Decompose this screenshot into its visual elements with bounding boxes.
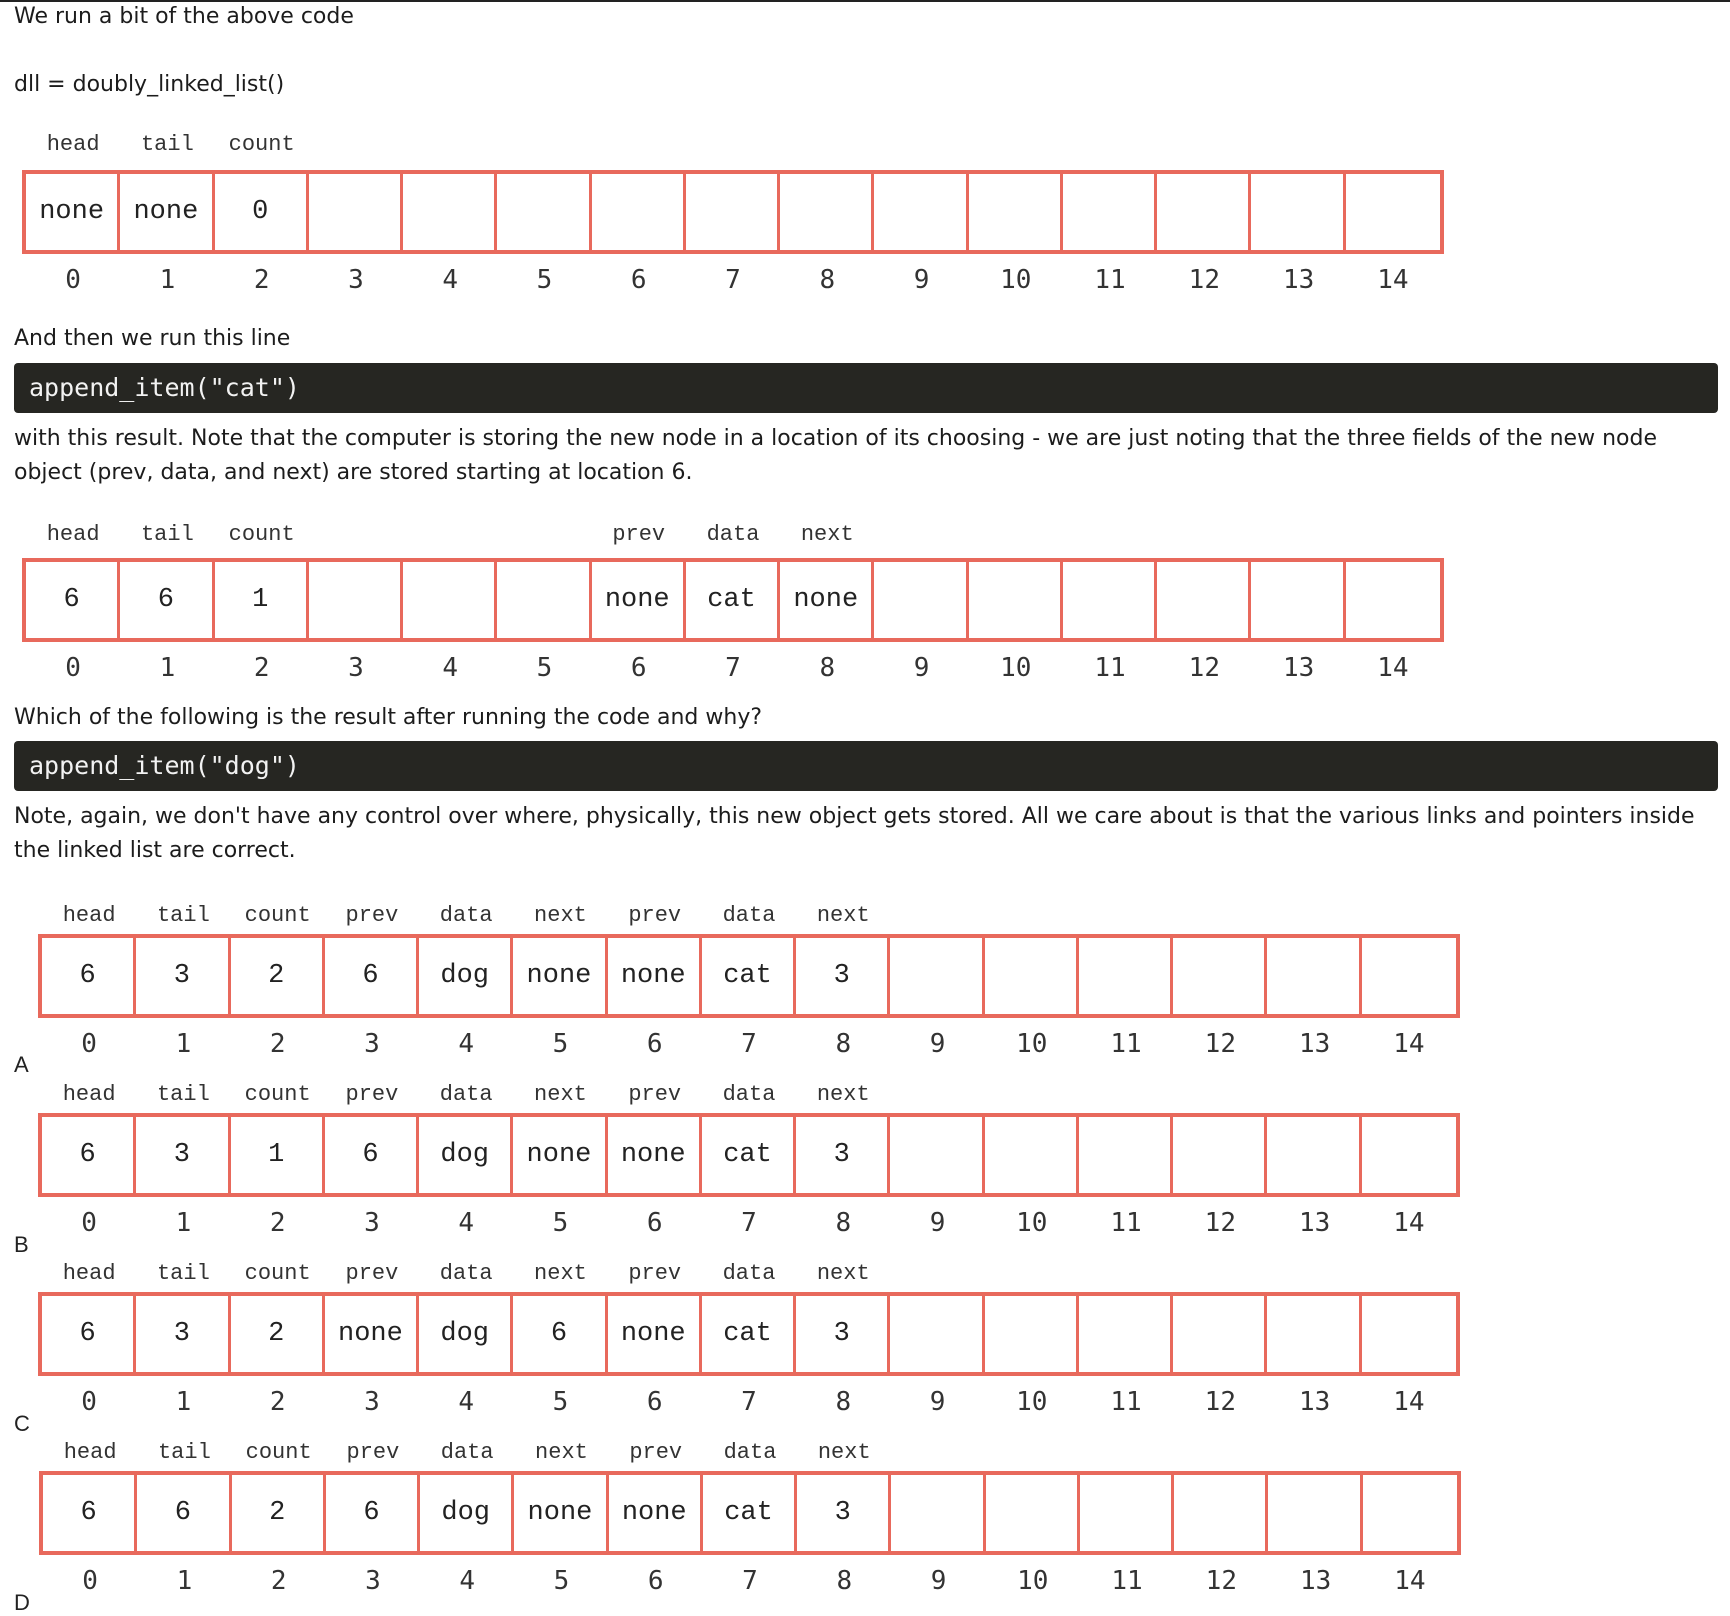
memory-cell bbox=[985, 938, 1079, 1014]
memory-row bbox=[38, 1113, 1460, 1197]
memory-index: 9 bbox=[930, 1566, 947, 1596]
cat-result-text: with this result. Note that the computer is storing the new node in a location of its choosing - we are just noting that the three fields of the new node object (prev, data, and next) are stored starting at location 6. bbox=[14, 426, 1657, 485]
memory-index: 10 bbox=[1017, 1566, 1049, 1596]
field-header: data bbox=[440, 1440, 494, 1465]
memory-index: 6 bbox=[630, 653, 647, 683]
memory-index: 2 bbox=[269, 1029, 286, 1059]
memory-cell: none bbox=[120, 174, 214, 250]
option-label[interactable]: D bbox=[14, 1590, 30, 1615]
memory-index: 2 bbox=[269, 1208, 286, 1238]
memory-index: 5 bbox=[536, 653, 553, 683]
memory-index: 2 bbox=[253, 653, 270, 683]
field-header: prev bbox=[345, 1082, 399, 1107]
memory-row bbox=[22, 558, 1444, 642]
memory-cell bbox=[1173, 1296, 1267, 1372]
memory-index: 4 bbox=[442, 265, 459, 295]
memory-index: 3 bbox=[348, 653, 364, 683]
note-text: Note, again, we don't have any control over where, physically, this new object gets stored. All we care about is that the various links and pointers inside the linked list are correct. bbox=[14, 804, 1695, 863]
field-header: next bbox=[535, 1440, 588, 1465]
memory-index: 14 bbox=[1377, 653, 1409, 683]
field-header: data bbox=[722, 1261, 776, 1286]
memory-index: 1 bbox=[175, 1029, 192, 1059]
memory-cell bbox=[1346, 562, 1440, 638]
memory-index: 4 bbox=[442, 653, 459, 683]
memory-index: 5 bbox=[553, 1566, 570, 1596]
memory-cell bbox=[891, 1475, 985, 1551]
memory-index: 4 bbox=[458, 1029, 475, 1059]
memory-index: 10 bbox=[1016, 1208, 1048, 1238]
option-label[interactable]: B bbox=[14, 1232, 29, 1257]
memory-index: 4 bbox=[459, 1566, 476, 1596]
field-header: next bbox=[534, 1261, 587, 1286]
memory-cell bbox=[1267, 1296, 1361, 1372]
memory-cell bbox=[1346, 174, 1440, 250]
memory-cell bbox=[403, 174, 497, 250]
field-header: next bbox=[816, 1261, 870, 1286]
memory-cell: dog bbox=[420, 1475, 514, 1551]
memory-cell bbox=[969, 174, 1063, 250]
memory-cell bbox=[497, 174, 591, 250]
memory-index: 7 bbox=[742, 1566, 758, 1596]
field-header: next bbox=[817, 1440, 871, 1465]
memory-cell: none bbox=[513, 938, 607, 1014]
memory-cell: none bbox=[325, 1296, 419, 1372]
field-header: tail bbox=[156, 1082, 210, 1107]
memory-index: 7 bbox=[741, 1208, 757, 1238]
memory-index: 13 bbox=[1282, 653, 1315, 683]
memory-index: 2 bbox=[253, 265, 270, 295]
memory-cell: none bbox=[780, 562, 874, 638]
memory-index: 11 bbox=[1111, 1566, 1143, 1596]
field-header: prev bbox=[612, 522, 666, 547]
memory-index: 1 bbox=[176, 1566, 193, 1596]
memory-index: 11 bbox=[1110, 1387, 1142, 1417]
memory-index: 8 bbox=[835, 1029, 852, 1059]
memory-cell: 1 bbox=[215, 562, 309, 638]
memory-cell: 2 bbox=[232, 1475, 326, 1551]
field-header: data bbox=[439, 903, 493, 928]
memory-index: 14 bbox=[1394, 1566, 1426, 1596]
memory-index: 0 bbox=[81, 1208, 97, 1238]
memory-index: 9 bbox=[929, 1029, 946, 1059]
field-header: prev bbox=[629, 1440, 683, 1465]
then-run-text: And then we run this line bbox=[14, 326, 291, 351]
memory-index: 5 bbox=[552, 1029, 569, 1059]
memory-cell bbox=[1157, 174, 1251, 250]
memory-row bbox=[22, 170, 1444, 254]
memory-index: 13 bbox=[1298, 1387, 1331, 1417]
memory-cell: 0 bbox=[215, 174, 309, 250]
field-header: prev bbox=[628, 903, 682, 928]
memory-cell bbox=[1251, 562, 1345, 638]
memory-cell: cat bbox=[702, 1296, 796, 1372]
memory-index: 12 bbox=[1188, 265, 1220, 295]
field-header: head bbox=[46, 522, 100, 547]
memory-cell: 6 bbox=[43, 1475, 137, 1551]
memory-cell: 6 bbox=[42, 938, 136, 1014]
field-header: data bbox=[722, 1082, 776, 1107]
memory-index: 9 bbox=[929, 1387, 946, 1417]
field-header: prev bbox=[346, 1440, 400, 1465]
memory-index: 12 bbox=[1205, 1566, 1237, 1596]
memory-cell bbox=[1362, 938, 1456, 1014]
memory-index: 4 bbox=[458, 1387, 475, 1417]
field-header: tail bbox=[140, 132, 194, 157]
memory-index: 1 bbox=[159, 653, 176, 683]
memory-cell bbox=[1063, 562, 1157, 638]
memory-index: 14 bbox=[1393, 1387, 1425, 1417]
memory-cell bbox=[1079, 938, 1173, 1014]
memory-cell: none bbox=[609, 1475, 703, 1551]
memory-index: 8 bbox=[835, 1387, 852, 1417]
memory-cell bbox=[686, 174, 780, 250]
field-header: head bbox=[46, 132, 100, 157]
memory-cell: 3 bbox=[796, 1296, 890, 1372]
field-header: data bbox=[439, 1082, 493, 1107]
memory-cell: 6 bbox=[120, 562, 214, 638]
field-header: count bbox=[228, 522, 295, 547]
field-header: prev bbox=[628, 1261, 682, 1286]
memory-index: 11 bbox=[1094, 265, 1126, 295]
field-header: tail bbox=[156, 1261, 210, 1286]
question-text: Which of the following is the result after running the code and why? bbox=[14, 705, 763, 730]
memory-index: 0 bbox=[65, 265, 81, 295]
memory-index: 10 bbox=[1016, 1387, 1048, 1417]
memory-index: 3 bbox=[365, 1566, 381, 1596]
memory-cell: 2 bbox=[231, 1296, 325, 1372]
field-header: data bbox=[722, 903, 776, 928]
memory-cell: 3 bbox=[136, 1296, 230, 1372]
code-block-append-cat: append_item("cat") bbox=[14, 363, 1718, 413]
code-block-append-dog: append_item("dog") bbox=[14, 741, 1718, 791]
memory-cell bbox=[1173, 1117, 1267, 1193]
memory-index: 3 bbox=[364, 1387, 380, 1417]
memory-cell: 6 bbox=[325, 938, 419, 1014]
memory-cell: 6 bbox=[325, 1117, 419, 1193]
memory-index: 14 bbox=[1393, 1029, 1425, 1059]
memory-cell bbox=[1267, 1117, 1361, 1193]
memory-index: 10 bbox=[1000, 653, 1032, 683]
memory-cell bbox=[1080, 1475, 1174, 1551]
memory-cell bbox=[1251, 174, 1345, 250]
memory-index: 8 bbox=[819, 265, 836, 295]
memory-cell bbox=[1267, 938, 1361, 1014]
memory-cell: 2 bbox=[231, 938, 325, 1014]
memory-index: 2 bbox=[270, 1566, 287, 1596]
memory-index: 9 bbox=[913, 265, 930, 295]
memory-index: 0 bbox=[65, 653, 81, 683]
field-header: head bbox=[62, 1261, 116, 1286]
field-header: count bbox=[244, 1082, 311, 1107]
memory-index: 6 bbox=[646, 1029, 663, 1059]
memory-cell: 6 bbox=[26, 562, 120, 638]
memory-cell: cat bbox=[703, 1475, 797, 1551]
field-header: tail bbox=[157, 1440, 211, 1465]
memory-cell: none bbox=[26, 174, 120, 250]
field-header: count bbox=[228, 132, 295, 157]
memory-cell bbox=[985, 1296, 1079, 1372]
memory-cell: 3 bbox=[136, 1117, 230, 1193]
memory-index: 4 bbox=[458, 1208, 475, 1238]
field-header: count bbox=[245, 1440, 312, 1465]
field-header: head bbox=[62, 903, 116, 928]
memory-cell: none bbox=[513, 1117, 607, 1193]
memory-cell: 6 bbox=[42, 1296, 136, 1372]
memory-cell bbox=[874, 562, 968, 638]
memory-index: 6 bbox=[646, 1387, 663, 1417]
memory-index: 5 bbox=[536, 265, 553, 295]
field-header: tail bbox=[140, 522, 194, 547]
memory-index: 10 bbox=[1016, 1029, 1048, 1059]
memory-index: 7 bbox=[741, 1387, 757, 1417]
memory-index: 12 bbox=[1188, 653, 1220, 683]
memory-index: 8 bbox=[819, 653, 836, 683]
memory-cell bbox=[985, 1117, 1079, 1193]
field-header: prev bbox=[345, 1261, 399, 1286]
option-label[interactable]: A bbox=[14, 1052, 29, 1077]
memory-cell bbox=[1063, 174, 1157, 250]
field-header: next bbox=[816, 903, 870, 928]
field-header: data bbox=[723, 1440, 777, 1465]
memory-index: 14 bbox=[1393, 1208, 1425, 1238]
memory-cell: dog bbox=[419, 938, 513, 1014]
memory-row bbox=[38, 1292, 1460, 1376]
memory-index: 3 bbox=[348, 265, 364, 295]
memory-cell: dog bbox=[419, 1117, 513, 1193]
memory-cell: 6 bbox=[513, 1296, 607, 1372]
memory-cell: dog bbox=[419, 1296, 513, 1372]
field-header: head bbox=[62, 1082, 116, 1107]
memory-index: 6 bbox=[630, 265, 647, 295]
field-header: next bbox=[534, 903, 587, 928]
memory-cell bbox=[1362, 1296, 1456, 1372]
memory-cell bbox=[1157, 562, 1251, 638]
memory-cell bbox=[986, 1475, 1080, 1551]
memory-index: 11 bbox=[1094, 653, 1126, 683]
memory-index: 11 bbox=[1110, 1208, 1142, 1238]
memory-index: 8 bbox=[835, 1208, 852, 1238]
field-header: data bbox=[706, 522, 760, 547]
memory-cell bbox=[1268, 1475, 1362, 1551]
memory-index: 7 bbox=[725, 265, 741, 295]
memory-index: 1 bbox=[175, 1387, 192, 1417]
memory-index: 0 bbox=[81, 1387, 97, 1417]
intro-text: We run a bit of the above code bbox=[14, 4, 354, 29]
memory-cell bbox=[1174, 1475, 1268, 1551]
memory-cell bbox=[592, 174, 686, 250]
memory-index: 12 bbox=[1204, 1387, 1236, 1417]
memory-index: 7 bbox=[725, 653, 741, 683]
memory-index: 10 bbox=[1000, 265, 1032, 295]
field-header: next bbox=[816, 1082, 870, 1107]
memory-index: 13 bbox=[1282, 265, 1315, 295]
memory-index: 9 bbox=[913, 653, 930, 683]
memory-index: 11 bbox=[1110, 1029, 1142, 1059]
init-call-text: dll = doubly_linked_list() bbox=[14, 72, 285, 97]
memory-index: 13 bbox=[1299, 1566, 1332, 1596]
memory-index: 1 bbox=[175, 1208, 192, 1238]
memory-row bbox=[38, 934, 1460, 1018]
field-header: count bbox=[244, 1261, 311, 1286]
memory-cell bbox=[780, 174, 874, 250]
field-header: head bbox=[63, 1440, 117, 1465]
memory-index: 8 bbox=[836, 1566, 853, 1596]
memory-index: 3 bbox=[364, 1208, 380, 1238]
memory-index: 0 bbox=[82, 1566, 98, 1596]
option-label[interactable]: C bbox=[14, 1411, 30, 1436]
memory-cell bbox=[1173, 938, 1267, 1014]
memory-cell bbox=[403, 562, 497, 638]
memory-cell: none bbox=[608, 938, 702, 1014]
memory-cell bbox=[890, 1296, 984, 1372]
memory-index: 12 bbox=[1204, 1208, 1236, 1238]
field-header: prev bbox=[628, 1082, 682, 1107]
memory-cell: cat bbox=[702, 938, 796, 1014]
field-header: next bbox=[800, 522, 854, 547]
memory-cell: 6 bbox=[42, 1117, 136, 1193]
memory-index: 7 bbox=[741, 1029, 757, 1059]
memory-index: 9 bbox=[929, 1208, 946, 1238]
memory-cell: 3 bbox=[136, 938, 230, 1014]
memory-index: 13 bbox=[1298, 1029, 1331, 1059]
memory-index: 3 bbox=[364, 1029, 380, 1059]
memory-cell: 6 bbox=[326, 1475, 420, 1551]
memory-index: 13 bbox=[1298, 1208, 1331, 1238]
memory-index: 5 bbox=[552, 1387, 569, 1417]
memory-cell bbox=[969, 562, 1063, 638]
memory-cell: 6 bbox=[137, 1475, 231, 1551]
memory-cell: cat bbox=[702, 1117, 796, 1193]
memory-index: 0 bbox=[81, 1029, 97, 1059]
memory-cell bbox=[309, 174, 403, 250]
memory-cell: none bbox=[608, 1296, 702, 1372]
field-header: prev bbox=[345, 903, 399, 928]
memory-index: 1 bbox=[159, 265, 176, 295]
field-header: data bbox=[439, 1261, 493, 1286]
memory-cell bbox=[1363, 1475, 1457, 1551]
memory-cell bbox=[1362, 1117, 1456, 1193]
memory-cell: 3 bbox=[796, 1117, 890, 1193]
memory-cell: none bbox=[592, 562, 686, 638]
field-header: tail bbox=[156, 903, 210, 928]
field-header: next bbox=[534, 1082, 587, 1107]
memory-cell bbox=[874, 174, 968, 250]
memory-cell bbox=[890, 938, 984, 1014]
memory-cell: 1 bbox=[231, 1117, 325, 1193]
memory-row bbox=[39, 1471, 1461, 1555]
memory-cell bbox=[497, 562, 591, 638]
memory-cell bbox=[309, 562, 403, 638]
memory-index: 6 bbox=[646, 1208, 663, 1238]
memory-index: 14 bbox=[1377, 265, 1409, 295]
memory-cell bbox=[1079, 1117, 1173, 1193]
memory-cell: none bbox=[608, 1117, 702, 1193]
memory-cell: cat bbox=[686, 562, 780, 638]
memory-index: 2 bbox=[269, 1387, 286, 1417]
memory-cell bbox=[1079, 1296, 1173, 1372]
field-header: count bbox=[244, 903, 311, 928]
memory-cell: 3 bbox=[796, 938, 890, 1014]
memory-index: 12 bbox=[1204, 1029, 1236, 1059]
memory-index: 5 bbox=[552, 1208, 569, 1238]
memory-cell bbox=[890, 1117, 984, 1193]
memory-cell: none bbox=[514, 1475, 608, 1551]
memory-index: 6 bbox=[647, 1566, 664, 1596]
memory-cell: 3 bbox=[797, 1475, 891, 1551]
